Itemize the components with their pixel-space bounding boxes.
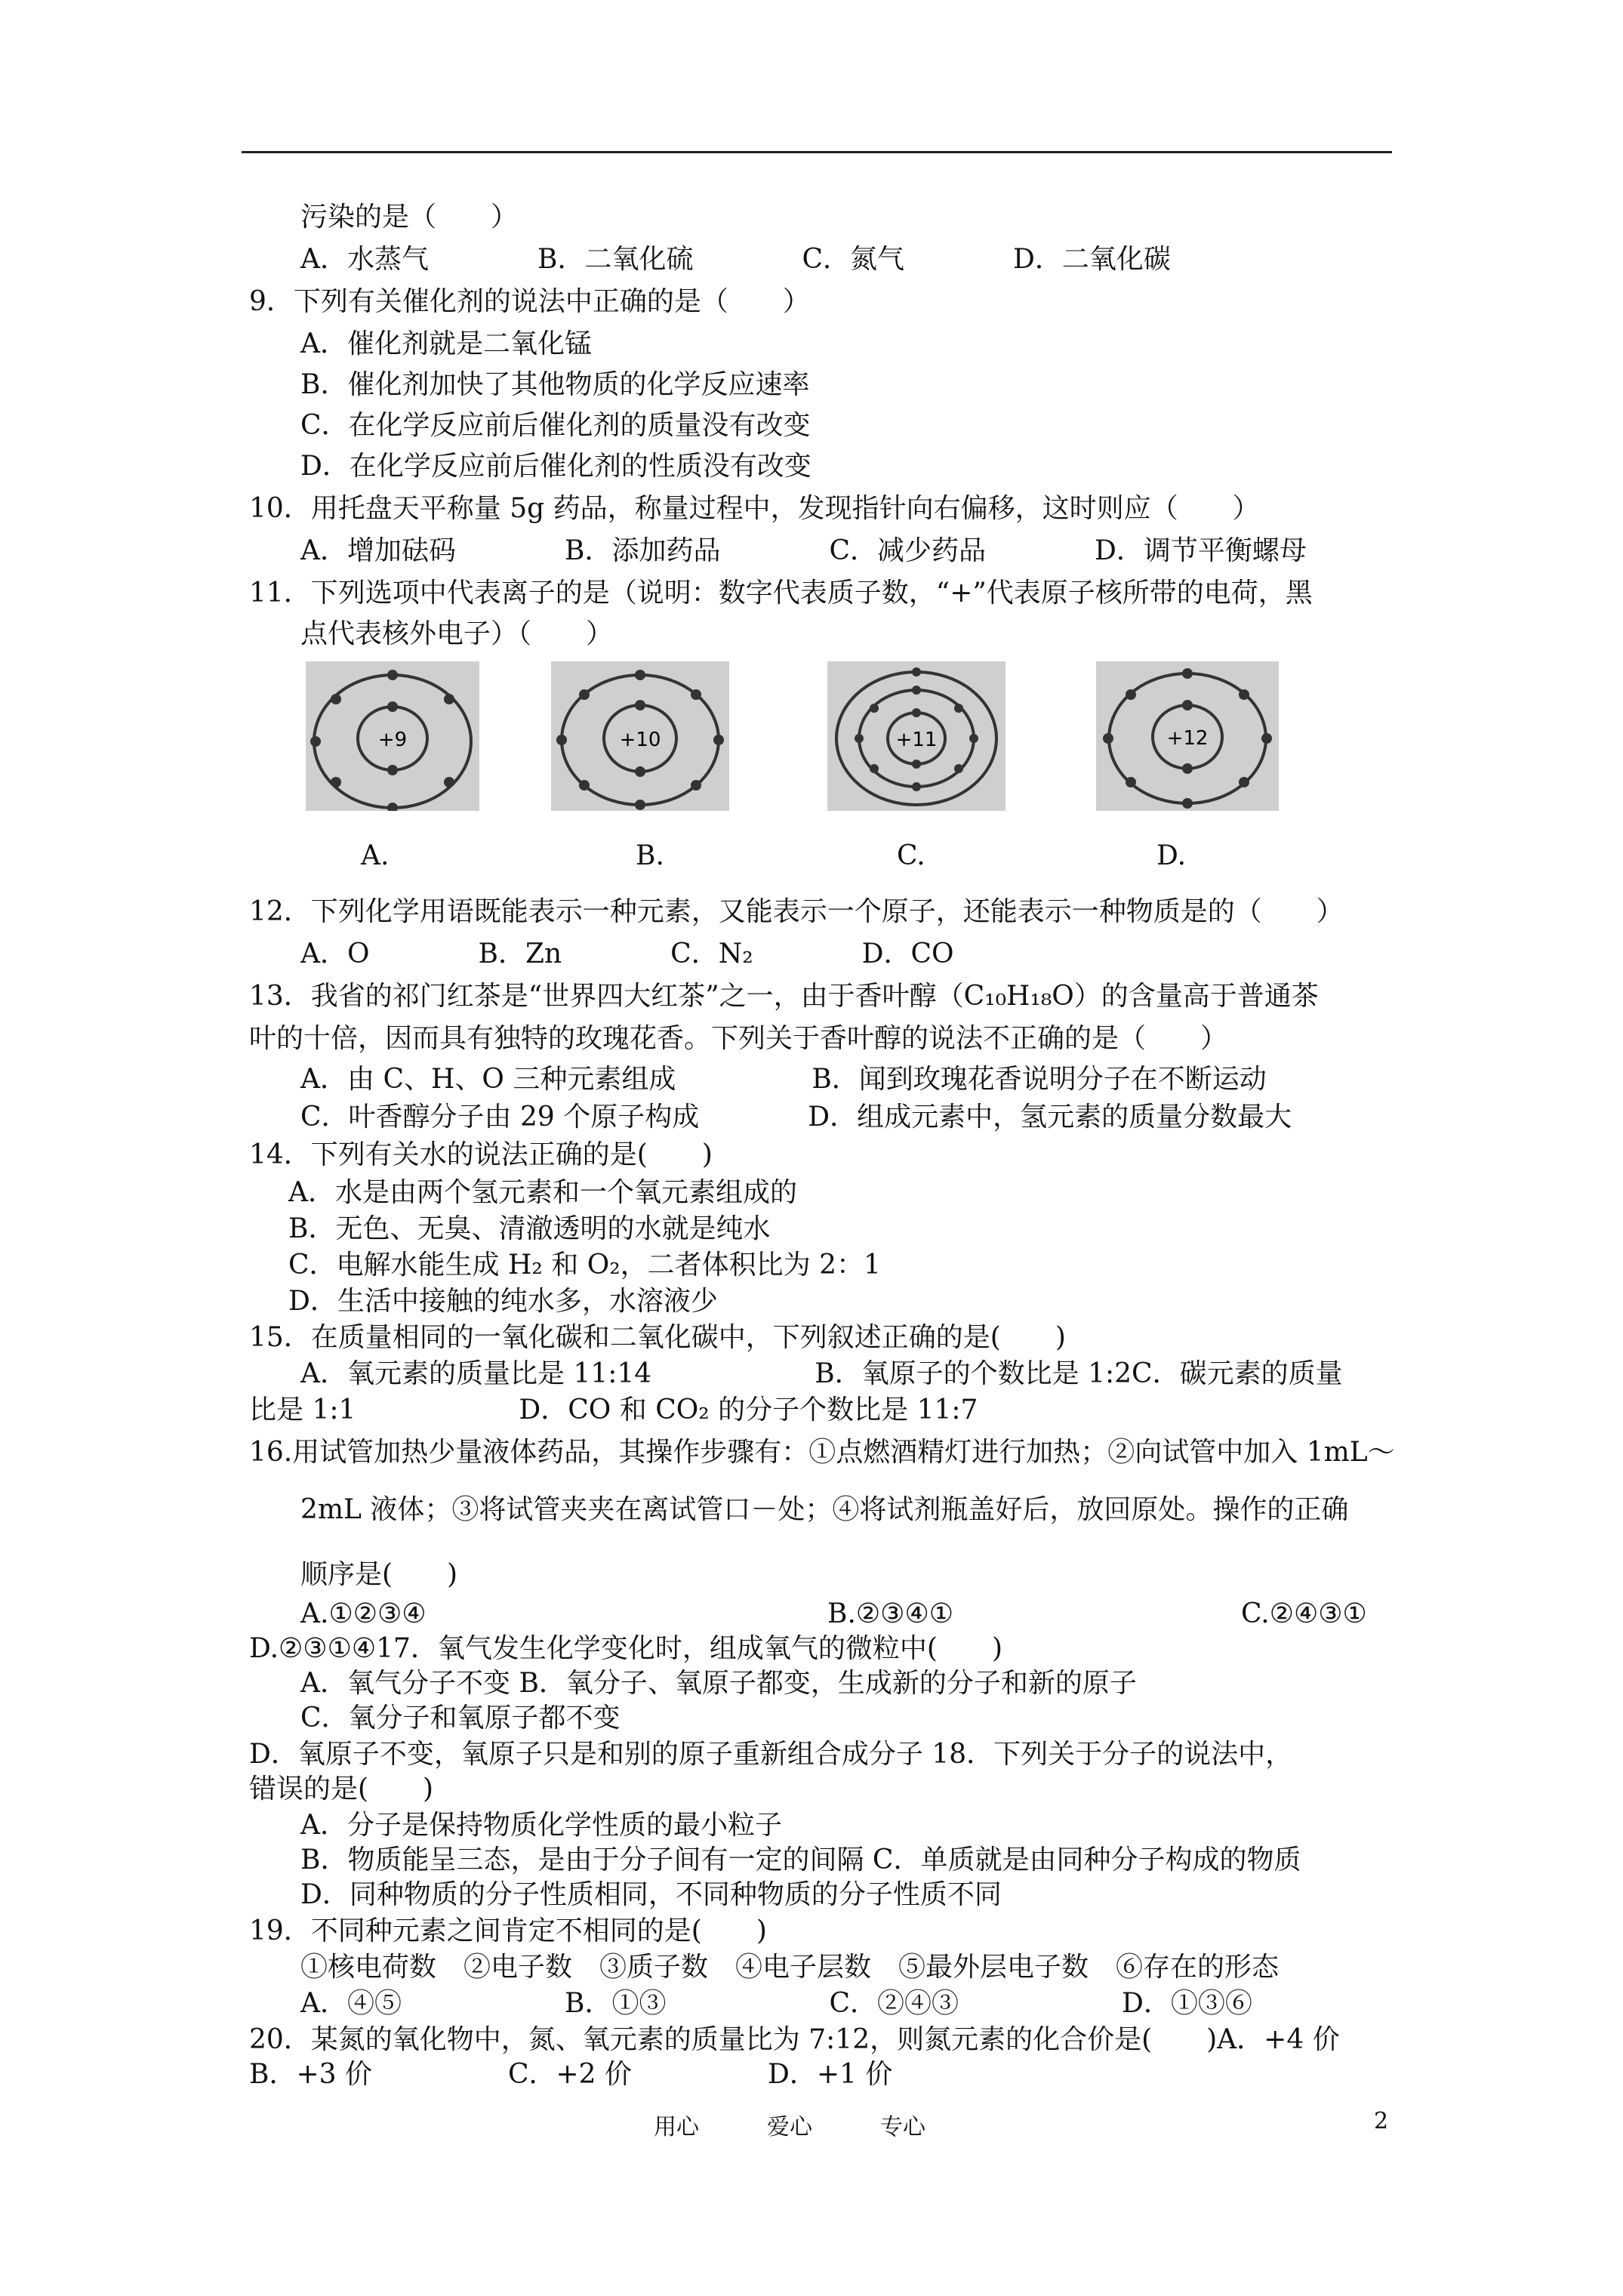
- header-rule: [242, 151, 1392, 153]
- figure-label-b: B.: [636, 840, 664, 871]
- q19-items: ①核电荷数 ②电子数 ③质子数 ④电子层数 ⑤最外层电子数 ⑥存在的形态: [300, 1952, 1280, 1983]
- atom-diagram-b: [551, 661, 729, 811]
- atom-diagram-d: [1096, 661, 1279, 811]
- q18-options-bc: B．物质能呈三态，是由于分子间有一定的间隔 C．单质就是由同种分子构成的物质: [300, 1845, 1301, 1875]
- q20-options: B．+3 价 C．+2 价 D．+1 价: [249, 2059, 893, 2090]
- q13-options-cd: C．叶香醇分子由 29 个原子构成 D．组成元素中，氢元素的质量分数最大: [300, 1102, 1292, 1133]
- nucleus-label: +12: [1166, 727, 1209, 750]
- q10-options: A．增加砝码 B．添加药品 C．减少药品 D．调节平衡螺母: [300, 535, 1307, 566]
- nucleus-label: +9: [377, 729, 408, 751]
- q15-stem: 15．在质量相同的一氧化碳和二氧化碳中，下列叙述正确的是( ): [249, 1322, 1066, 1353]
- page-number: 2: [1374, 2108, 1389, 2134]
- q16-option-b: B.②③④①: [827, 1598, 953, 1629]
- q9-option-d: D．在化学反应前后催化剂的性质没有改变: [300, 451, 812, 482]
- q13-options-ab: A．由 C、H、O 三种元素组成 B．闻到玫瑰花香说明分子在不断运动: [300, 1064, 1267, 1095]
- q16-option-a: A.①②③④: [300, 1598, 427, 1629]
- q17-option-c: C．氧分子和氧原子都不变: [300, 1703, 621, 1734]
- q14-option-c: C．电解水能生成 H₂ 和 O₂，二者体积比为 2：1: [288, 1250, 881, 1281]
- q18-stem: D．氧原子不变，氧原子只是和别的原子重新组合成分子 18．下列关于分子的说法中，: [249, 1739, 1293, 1770]
- q14-option-a: A．水是由两个氢元素和一个氧元素组成的: [288, 1177, 797, 1208]
- q9-stem: 9．下列有关催化剂的说法中正确的是（ ）: [249, 286, 810, 317]
- q11-stem: 11．下列选项中代表离子的是（说明：数字代表质子数，“+”代表原子核所带的电荷，黑: [249, 578, 1313, 609]
- nucleus-label: +10: [619, 729, 661, 751]
- q19-options: A．④⑤ B．①③ C．②④③ D．①③⑥: [300, 1988, 1252, 2019]
- q18-stem-cont: 错误的是( ): [249, 1774, 434, 1804]
- atom-diagram-c: [827, 661, 1006, 811]
- q18-option-a: A．分子是保持物质化学性质的最小粒子: [300, 1810, 782, 1841]
- q15-options-ab: A．氧元素的质量比是 11:14 B．氧原子的个数比是 1:2C．碳元素的质量: [300, 1358, 1343, 1389]
- q19-stem: 19．不同种元素之间肯定不相同的是( ): [249, 1915, 767, 1946]
- atom-diagram-a: [306, 661, 479, 811]
- q18-option-d: D．同种物质的分子性质相同，不同种物质的分子性质不同: [300, 1879, 1002, 1910]
- q14-stem: 14．下列有关水的说法正确的是( ): [249, 1139, 713, 1170]
- q16-stem-end: 顺序是( ): [300, 1559, 458, 1590]
- q12-options: A．O B．Zn C．N₂ D．CO: [300, 938, 954, 969]
- nucleus-label: +11: [895, 729, 938, 751]
- q16-stem-cont: 2mL 液体；③将试管夹夹在离试管口－处；④将试剂瓶盖好后，放回原处。操作的正确: [300, 1494, 1349, 1525]
- q12-stem: 12．下列化学用语既能表示一种元素，又能表示一个原子，还能表示一种物质是的（ ）: [249, 896, 1344, 927]
- q9-option-c: C．在化学反应前后催化剂的质量没有改变: [300, 410, 811, 441]
- figure-label-a: A.: [361, 840, 390, 871]
- q10-stem: 10．用托盘天平称量 5g 药品，称量过程中，发现指针向右偏移，这时则应（ ）: [249, 493, 1260, 524]
- q8-options: A．水蒸气 B．二氧化硫 C．氮气 D．二氧化碳: [300, 244, 1171, 275]
- q14-option-d: D．生活中接触的纯水多，水溶液少: [288, 1286, 718, 1317]
- q20-stem: 20．某氮的氧化物中，氮、氧元素的质量比为 7:12，则氮元素的化合价是( )A．+4 价: [249, 2024, 1340, 2055]
- footer-motto: 用心 爱心 专心: [654, 2114, 925, 2140]
- q13-stem: 13．我省的祁门红茶是“世界四大红茶”之一，由于香叶醇（C₁₀H₁₈O）的含量高于普通茶: [249, 981, 1319, 1012]
- q16-option-c: C.②④③①: [1241, 1598, 1367, 1629]
- q11-stem-cont: 点代表核外电子）（ ）: [300, 618, 614, 649]
- q17-options-ab: A．氧气分子不变 B．氧分子、氧原子都变，生成新的分子和新的原子: [300, 1668, 1137, 1699]
- q15-options-cd: 比是 1:1 D．CO 和 CO₂ 的分子个数比是 11:7: [249, 1395, 978, 1425]
- q13-stem-cont: 叶的十倍，因而具有独特的玫瑰花香。下列关于香叶醇的说法不正确的是（ ）: [249, 1023, 1228, 1054]
- q9-option-a: A．催化剂就是二氧化锰: [300, 328, 592, 359]
- q8-stem-line: 污染的是（ ）: [300, 202, 519, 233]
- figure-label-d: D.: [1156, 840, 1187, 871]
- q9-option-b: B．催化剂加快了其他物质的化学反应速率: [300, 369, 810, 400]
- q14-option-b: B．无色、无臭、清澈透明的水就是纯水: [288, 1213, 771, 1244]
- figure-label-c: C.: [897, 840, 925, 871]
- q17-stem: D.②③①④17．氧气发生化学变化时，组成氧气的微粒中( ): [249, 1633, 1003, 1664]
- q16-stem: 16.用试管加热少量液体药品，其操作步骤有：①点燃酒精灯进行加热；②向试管中加入 1mL～: [249, 1437, 1395, 1468]
